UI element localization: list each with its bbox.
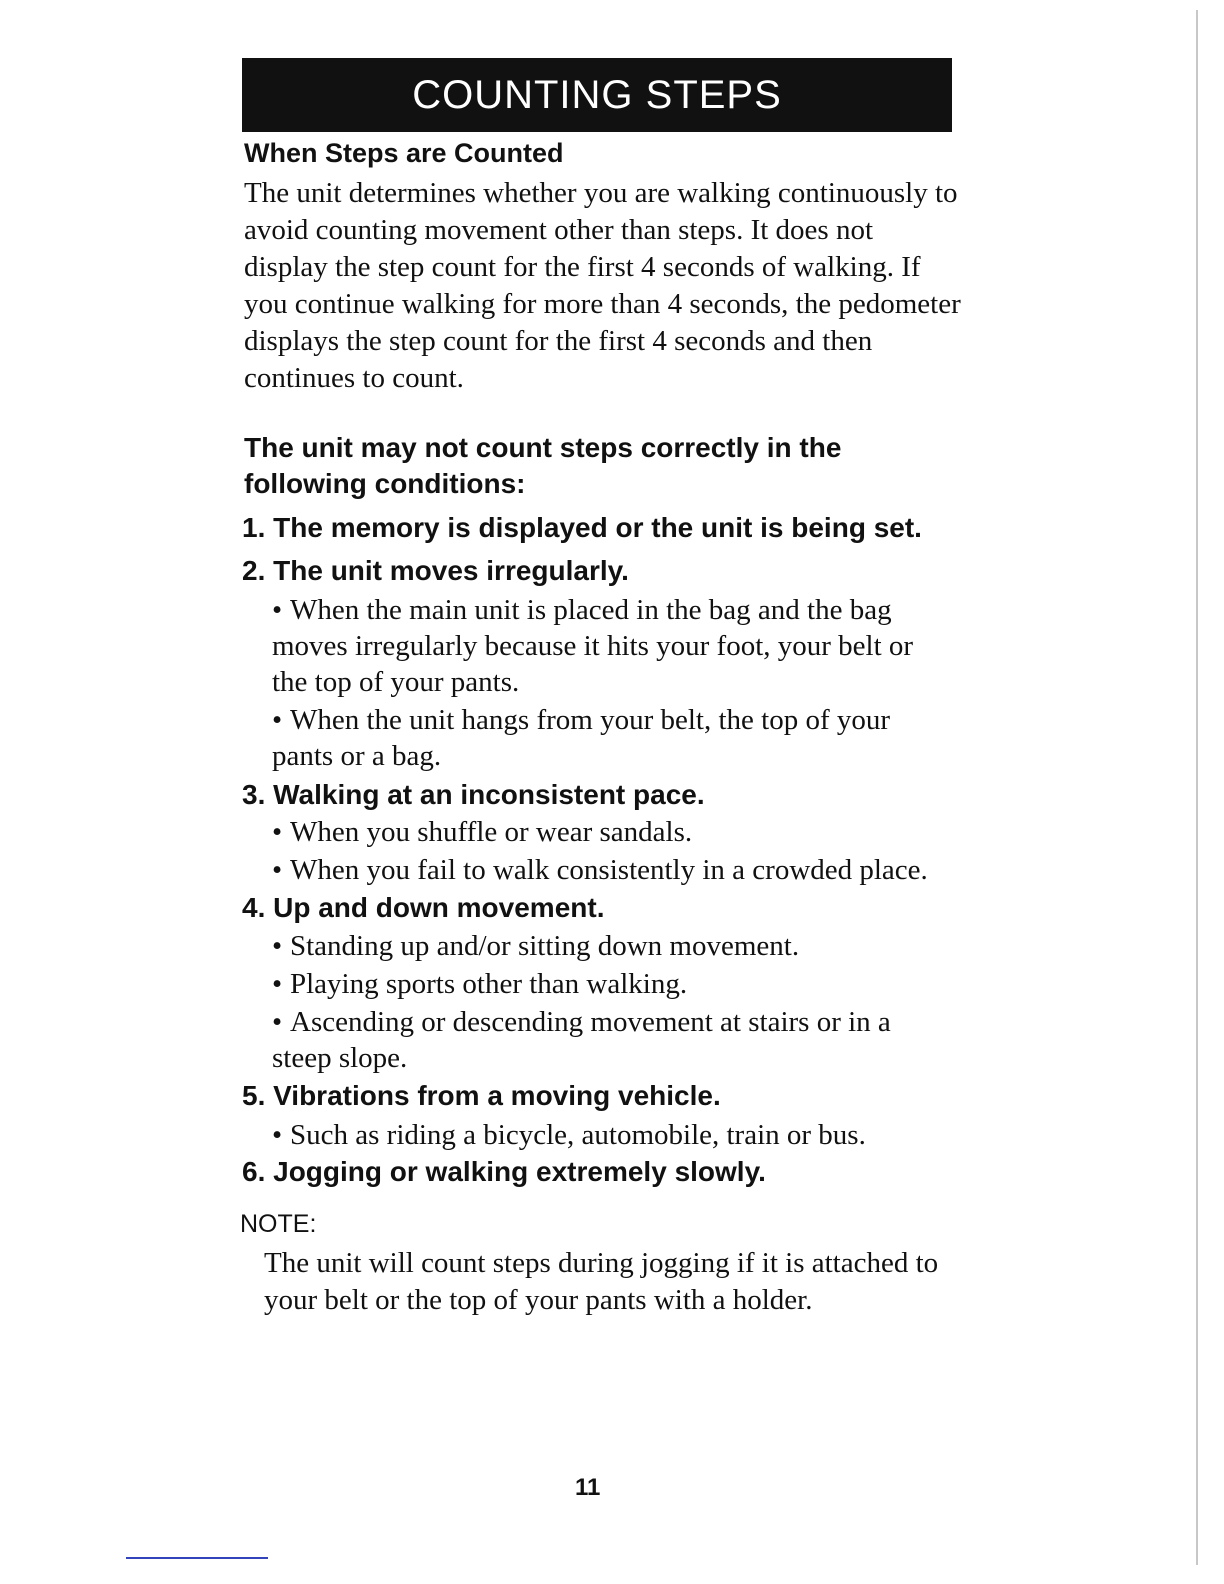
condition-item-3: 3. Walking at an inconsistent pace. bbox=[242, 779, 705, 810]
bullet-text: Such as riding a bicycle, automobile, train or bus. bbox=[290, 1119, 866, 1151]
intro-paragraph: The unit determines whether you are walking continuously to avoid counting movement other than steps. It does not display the step count for the first 4 seconds of walking. If you continue walking for more than 4 seconds, the pedometer displays the step count for the first 4 seconds and then continues to count. bbox=[244, 177, 961, 394]
condition-4-bullet-1 bbox=[272, 928, 952, 964]
condition-item-5: 5. Vibrations from a moving vehicle. bbox=[242, 1080, 721, 1111]
note-label: NOTE: bbox=[240, 1210, 317, 1238]
bullet-dot-icon: • bbox=[272, 1119, 283, 1151]
bullet-dot-icon: • bbox=[272, 968, 283, 1000]
condition-4-bullet-2 bbox=[272, 966, 952, 1002]
bullet-text: When you fail to walk consistently in a crowded place. bbox=[290, 854, 928, 886]
bullet-dot-icon: • bbox=[272, 594, 283, 626]
condition-3-bullet-1 bbox=[272, 814, 952, 850]
bullet-dot-icon: • bbox=[272, 854, 283, 886]
page-title-banner: COUNTING STEPS bbox=[242, 58, 952, 132]
bullet-text: Playing sports other than walking. bbox=[290, 968, 688, 1000]
conditions-heading: The unit may not count steps correctly in the following conditions: bbox=[244, 432, 842, 499]
condition-item-4: 4. Up and down movement. bbox=[242, 892, 605, 923]
condition-item-6: 6. Jogging or walking extremely slowly. bbox=[242, 1156, 766, 1187]
condition-2-bullet-1 bbox=[272, 592, 952, 700]
bullet-dot-icon: • bbox=[272, 1006, 283, 1038]
footer-rule bbox=[126, 1557, 268, 1559]
condition-5-bullet-1 bbox=[272, 1117, 952, 1153]
bullet-text: Ascending or descending movement at stairs or in a steep slope. bbox=[272, 1006, 891, 1074]
bullet-text: When the unit hangs from your belt, the top of your pants or a bag. bbox=[272, 704, 891, 772]
bullet-text: When you shuffle or wear sandals. bbox=[290, 816, 693, 848]
condition-item-2: 2. The unit moves irregularly. bbox=[242, 555, 629, 586]
section-heading: When Steps are Counted bbox=[244, 138, 564, 168]
condition-3-bullet-2 bbox=[272, 852, 952, 888]
scan-edge-line bbox=[1196, 10, 1198, 1565]
condition-item-1: 1. The memory is displayed or the unit is being set. bbox=[242, 512, 922, 543]
bullet-text: Standing up and/or sitting down movement. bbox=[290, 930, 800, 962]
bullet-text: When the main unit is placed in the bag and the bag moves irregularly because it hits your foot, your belt or the top of your pants. bbox=[272, 594, 914, 698]
condition-2-bullet-2 bbox=[272, 702, 952, 774]
note-text: The unit will count steps during jogging if it is attached to your belt or the top of your pants with a holder. bbox=[264, 1247, 939, 1316]
condition-4-bullet-3 bbox=[272, 1004, 952, 1076]
bullet-dot-icon: • bbox=[272, 816, 283, 848]
page-number: 11 bbox=[575, 1474, 601, 1501]
bullet-dot-icon: • bbox=[272, 704, 283, 736]
bullet-dot-icon: • bbox=[272, 930, 283, 962]
